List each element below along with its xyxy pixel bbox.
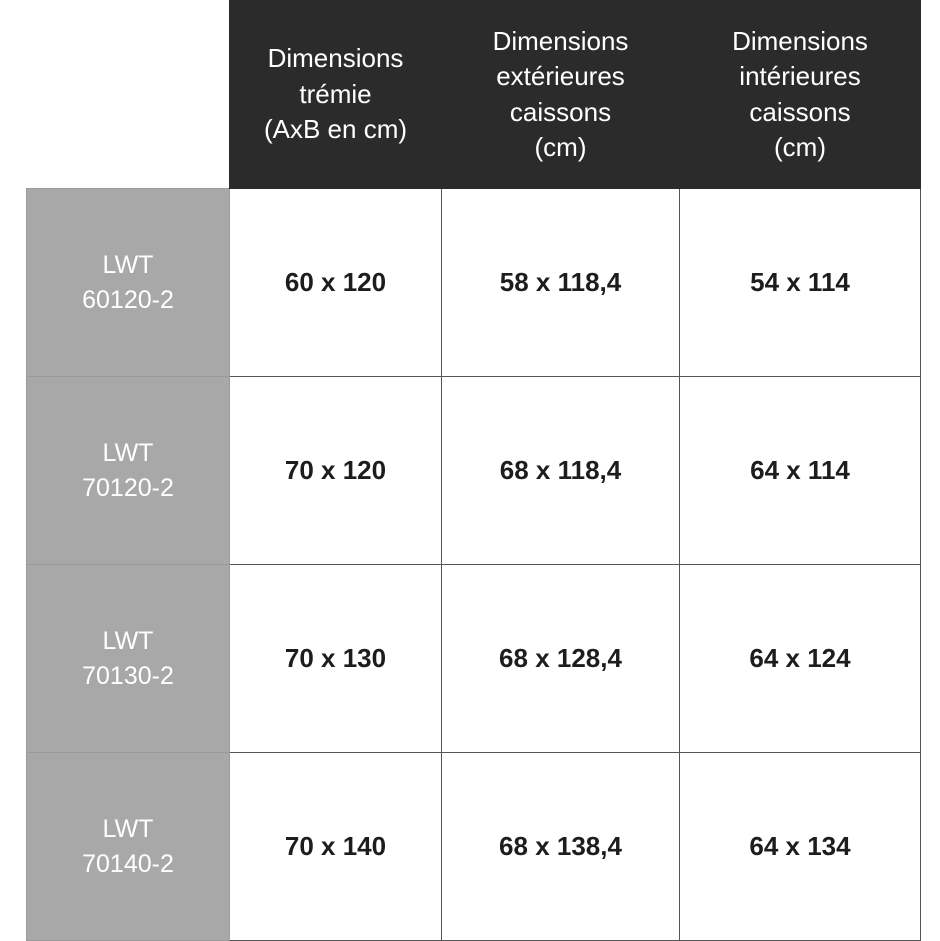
corner-blank-cell [27,1,230,189]
cell-tremie: 70 x 120 [230,377,442,565]
table-row [27,753,921,941]
table-header-row [27,1,921,189]
row-header-line: LWT [102,439,154,467]
cell-interieures: 64 x 114 [680,377,921,565]
cell-interieures: 64 x 134 [680,753,921,941]
cell-tremie: 70 x 130 [230,565,442,753]
table-row [27,565,921,753]
column-header-line: Dimensions [492,25,629,56]
row-header-model [27,565,230,753]
column-header-line: Dimensions [732,25,868,56]
column-header-line: intérieures [739,61,861,92]
row-header-line: LWT [102,251,154,279]
column-header-line: (cm) [534,131,587,162]
table-row [27,189,921,377]
table-row [27,377,921,565]
column-header-tremie [230,1,442,189]
row-header-line: LWT [102,815,154,843]
column-header-exterieures [442,1,680,189]
column-header-line: (AxB en cm) [263,114,408,145]
cell-tremie: 60 x 120 [230,189,442,377]
column-header-line: Dimensions [267,43,404,74]
column-header-line: caissons [509,96,612,127]
row-header-line: LWT [102,627,154,655]
cell-exterieures: 68 x 128,4 [442,565,680,753]
column-header-interieures [680,1,921,189]
cell-exterieures: 68 x 118,4 [442,377,680,565]
row-header-model [27,753,230,941]
row-header-line: 60120-2 [82,285,174,314]
column-header-line: extérieures [496,61,625,92]
column-header-line: caissons [749,96,851,127]
row-header-line: 70120-2 [82,473,174,502]
cell-exterieures: 68 x 138,4 [442,753,680,941]
cell-tremie: 70 x 140 [230,753,442,941]
row-header-model [27,377,230,565]
row-header-line: 70140-2 [82,849,174,878]
row-header-line: 70130-2 [82,661,174,690]
column-header-line: (cm) [774,131,826,162]
cell-exterieures: 58 x 118,4 [442,189,680,377]
column-header-line: trémie [299,78,372,109]
cell-interieures: 54 x 114 [680,189,921,377]
cell-interieures: 64 x 124 [680,565,921,753]
row-header-model [27,189,230,377]
dimensions-table [26,0,921,941]
